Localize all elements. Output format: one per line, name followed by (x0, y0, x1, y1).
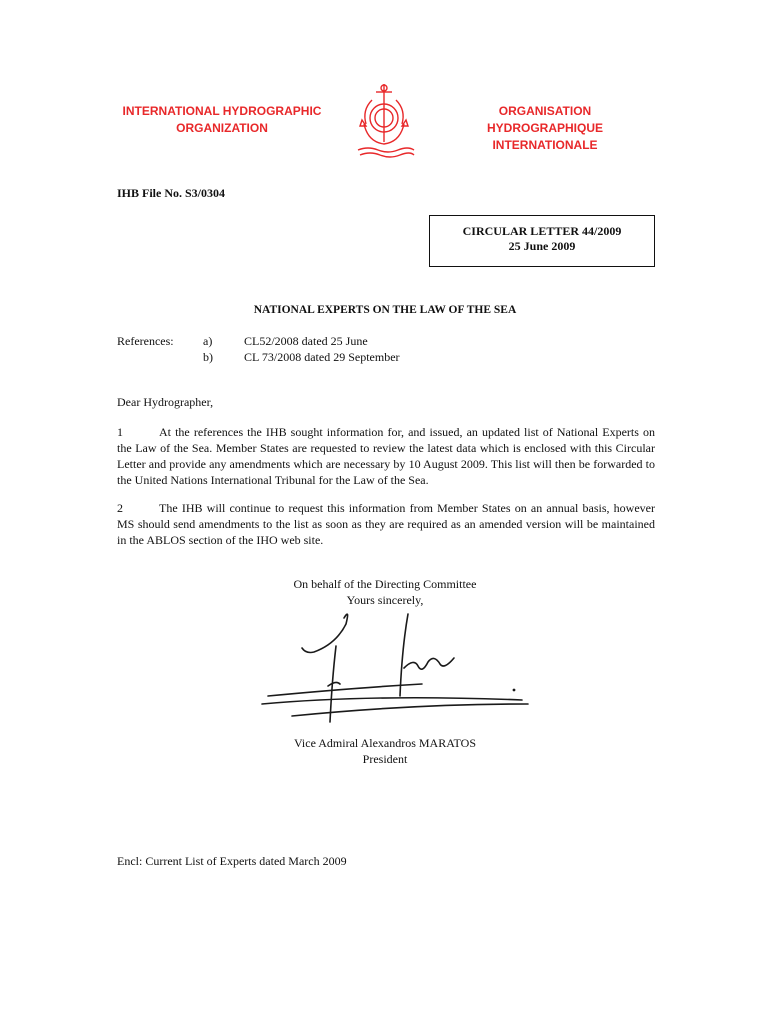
org-name-english-line2: ORGANIZATION (176, 121, 268, 135)
signer-title: President (362, 752, 408, 766)
circular-letter-title: CIRCULAR LETTER 44/2009 (462, 224, 622, 238)
closing-on-behalf: On behalf of the Directing Committee (293, 577, 477, 591)
circular-letter-box (429, 215, 655, 267)
letter-subject: NATIONAL EXPERTS ON THE LAW OF THE SEA (253, 304, 517, 316)
org-name-french (440, 103, 650, 154)
handwritten-signature (232, 600, 542, 740)
circular-letter-date: 25 June 2009 (508, 239, 576, 253)
salutation: Dear Hydrographer, (117, 395, 214, 409)
paragraph-text: At the references the IHB sought information for, and issued, an updated list of National Experts on the Law of the Sea. Member States are requested to review the latest data which is enclosed with this Circular Letter and provide any amendments which are necessary by 10 August 2009. This list will then be forwarded to the United Nations International Tribunal for the Law of the Sea. (117, 425, 655, 487)
paragraph-number: 2 (117, 501, 123, 515)
reference-text: CL 73/2008 dated 29 September (244, 350, 400, 364)
reference-letter: a) (203, 334, 213, 348)
org-name-french-line2: INTERNATIONALE (492, 138, 598, 152)
reference-text: CL52/2008 dated 25 June (244, 334, 368, 348)
iho-anchor-emblem-icon (352, 80, 416, 160)
org-name-english (120, 103, 324, 137)
references-label: References: (117, 334, 174, 348)
signer-name: Vice Admiral Alexandros MARATOS (293, 736, 477, 750)
signer-block (117, 735, 653, 767)
paragraph-text: The IHB will continue to request this information from Member States on an annual basis, however MS should send amendments to the list as soon as they are required as an amended version will be maintained in the ABLOS section of the IHO web site. (117, 501, 655, 547)
org-name-french-line1: ORGANISATION HYDROGRAPHIQUE (486, 104, 603, 135)
paragraph-number: 1 (117, 425, 123, 439)
org-name-english-line1: INTERNATIONAL HYDROGRAPHIC (122, 104, 322, 118)
paragraph (117, 500, 655, 548)
closing-yours-sincerely: Yours sincerely, (346, 593, 424, 607)
paragraph (117, 424, 655, 488)
file-number: IHB File No. S3/0304 (117, 186, 226, 200)
enclosure-note: Encl: Current List of Experts dated March 2009 (117, 854, 347, 868)
reference-letter: b) (203, 350, 213, 364)
